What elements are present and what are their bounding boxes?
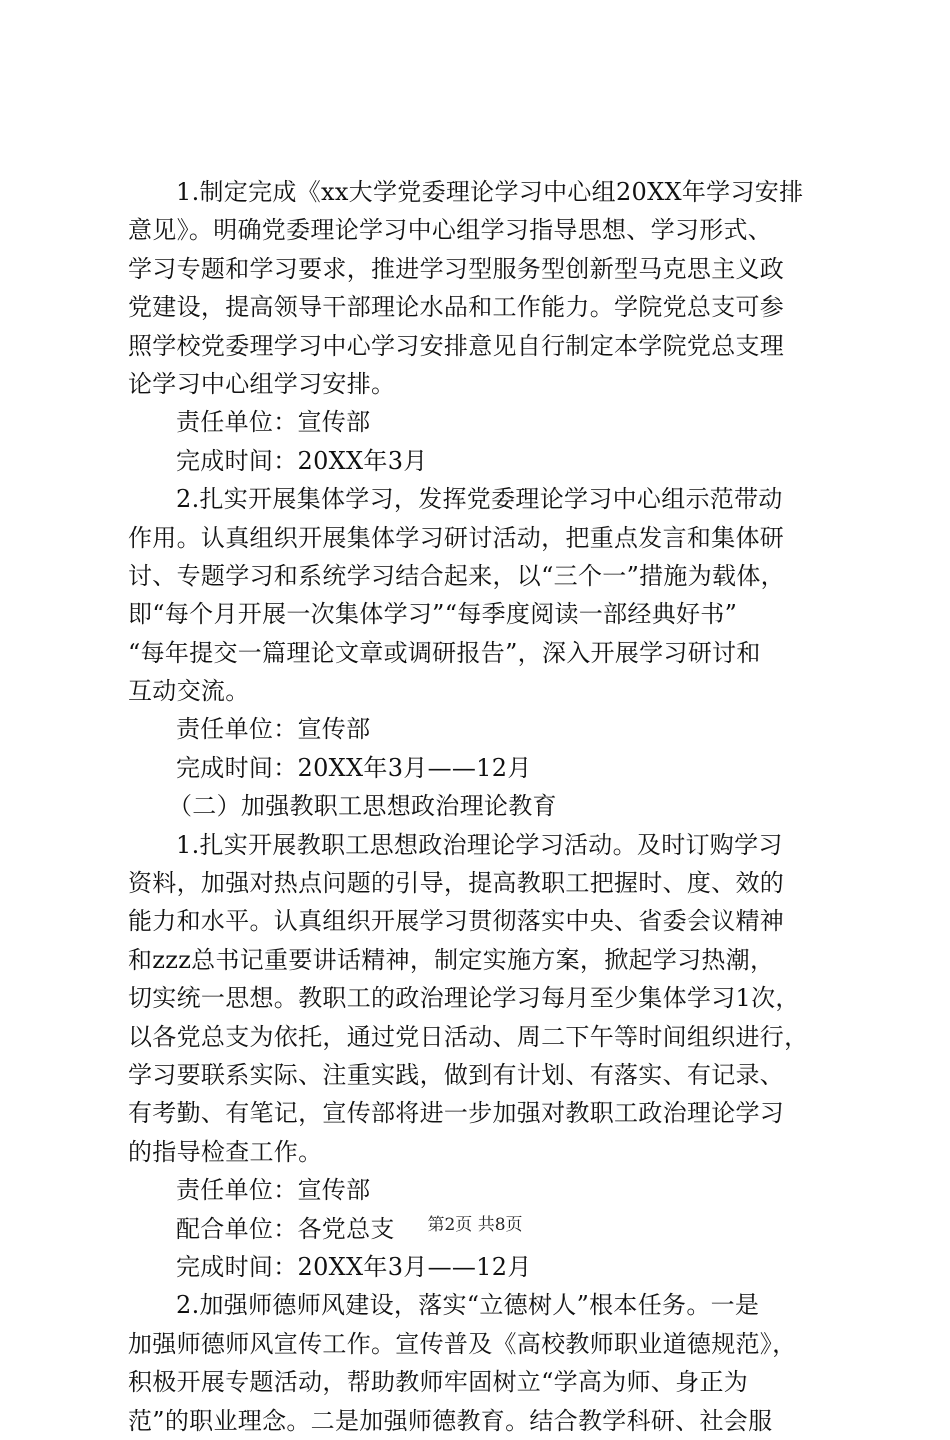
text-line: 互动交流。 (128, 677, 250, 706)
text-line: 完成时间：20XX年3月——12月 (176, 1252, 532, 1281)
text-line: 照学校党委理学习中心学习安排意见自行制定本学院党总支理 (128, 331, 785, 360)
text-line: 有考勤、有笔记，宣传部将进一步加强对教职工政治理论学习 (128, 1099, 785, 1128)
text-line: 完成时间：20XX年3月——12月 (176, 753, 532, 782)
text-line: 论学习中心组学习安排。 (128, 369, 396, 398)
text-line: 范”的职业理念。二是加强师德教育。结合教学科研、社会服 (128, 1406, 773, 1435)
text-line: 讨、专题学习和系统学习结合起来，以“三个一”措施为载体， (128, 561, 785, 590)
text-line: 作用。认真组织开展集体学习研讨活动，把重点发言和集体研 (128, 523, 785, 552)
text-line: 以各党总支为依托，通过党日活动、周二下午等时间组织进行， (128, 1022, 809, 1051)
text-line: 2.扎实开展集体学习，发挥党委理论学习中心组示范带动 (176, 485, 783, 514)
text-line: 1.制定完成《xx大学党委理论学习中心组20XX年学习安排 (176, 178, 804, 206)
text-line: 责任单位：宣传部 (176, 715, 371, 744)
text-line: 意见》。明确党委理论学习中心组学习指导思想、学习形式、 (128, 216, 773, 245)
text-line: 的指导检查工作。 (128, 1137, 323, 1166)
text-line: 即“每个月开展一次集体学习”“每季度阅读一部经典好书” (128, 600, 738, 629)
text-line: “每年提交一篇理论文章或调研报告”，深入开展学习研讨和 (128, 638, 761, 667)
text-line: 责任单位：宣传部 (176, 1176, 371, 1205)
text-line: 责任单位：宣传部 (176, 408, 371, 437)
text-line: 学习要联系实际、注重实践，做到有计划、有落实、有记录、 (128, 1060, 785, 1089)
text-line: 资料，加强对热点问题的引导，提高教职工把握时、度、效的 (128, 869, 785, 898)
page-number: 第2页 共8页 (427, 1215, 523, 1235)
text-line: 积极开展专题活动，帮助教师牢固树立“学高为师、身正为 (128, 1368, 749, 1397)
text-line: 加强师德师风宣传工作。宣传普及《高校教师职业道德规范》， (128, 1329, 797, 1358)
text-line: 切实统一思想。教职工的政治理论学习每月至少集体学习1次， (128, 984, 800, 1013)
text-line: 2.加强师德师风建设，落实“立德树人”根本任务。一是 (176, 1291, 760, 1320)
text-line: 配合单位：各党总支 (176, 1214, 395, 1243)
text-line: 和zzz总书记重要讲话精神，制定实施方案，掀起学习热潮， (128, 945, 775, 974)
text-line: 学习专题和学习要求，推进学习型服务型创新型马克思主义政 (128, 254, 785, 283)
text-line: 党建设，提高领导干部理论水品和工作能力。学院党总支可参 (128, 293, 785, 322)
text-line: 完成时间：20XX年3月 (176, 446, 428, 475)
document-body (128, 173, 833, 1440)
section-heading: （二）加强教职工思想政治理论教育 (168, 792, 557, 821)
text-line: 能力和水平。认真组织开展学习贯彻落实中央、省委会议精神 (128, 907, 785, 936)
text-line: 1.扎实开展教职工思想政治理论学习活动。及时订购学习 (176, 830, 783, 859)
